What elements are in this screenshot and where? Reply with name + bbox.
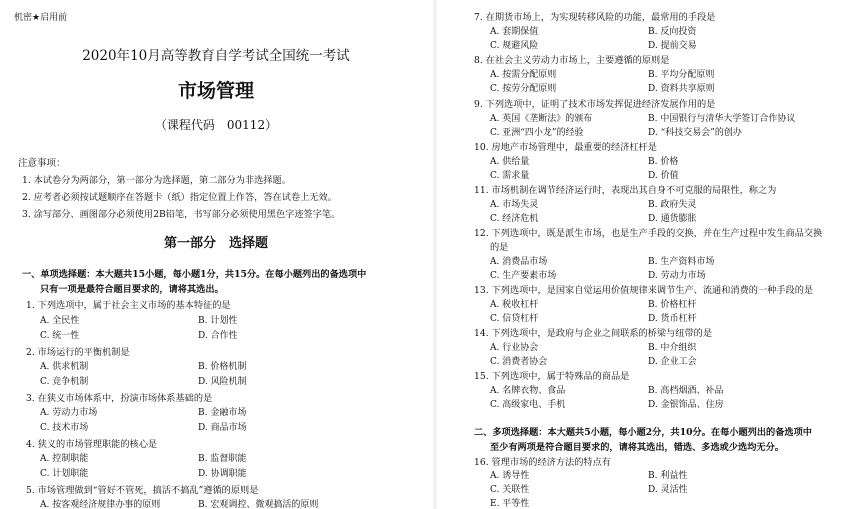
option-c: C. 计划职能: [40, 469, 89, 479]
option-a: A. 按需分配原则: [490, 70, 557, 80]
notice-item: 3. 涂写部分、画图部分必须使用2B铅笔，书写部分必须使用黑色字迹签字笔。: [22, 209, 341, 220]
option-c: C. 竞争机制: [40, 377, 89, 387]
option-b: B. 政府失灵: [648, 200, 697, 210]
section-one-instructions: 一、单项选择题：本大题共15小题，每小题1分，共15分。在每小题列出的备选项中: [22, 269, 367, 280]
option-e: E. 平等性: [490, 499, 530, 509]
question-stem-cont: 的是: [490, 242, 509, 253]
option-c: C. 按劳分配原则: [490, 84, 557, 94]
option-a: A. 行业协会: [490, 343, 539, 353]
section-two-instructions: 二、多项选择题：本大题共5小题，每小题2分，共10分。在每小题列出的备选项中: [474, 427, 812, 438]
option-b: B. 宏观调控、微观搞活的原则: [198, 500, 319, 509]
option-b: B. 生产资料市场: [648, 257, 715, 267]
option-d: D. “科技交易会”的创办: [648, 128, 742, 138]
question-stem: 1. 下列选项中，属于社会主义市场的基本特征的是: [26, 300, 231, 311]
option-b: B. 价格杠杆: [648, 300, 697, 310]
option-b: B. 中介组织: [648, 343, 697, 353]
course-code: （课程代码 00112）: [154, 118, 278, 132]
option-a: A. 供求机制: [40, 362, 89, 372]
option-a: A. 市场失灵: [490, 200, 539, 210]
option-c: C. 经济危机: [490, 214, 539, 224]
option-d: D. 金银饰品、住房: [648, 400, 724, 410]
notice-item: 1. 本试卷分为两部分，第一部分为选择题，第二部分为非选择题。: [22, 175, 291, 186]
option-c: C. 亚洲“四小龙”的经验: [490, 128, 584, 138]
option-c: C. 关联性: [490, 485, 530, 495]
option-b: B. 价格: [648, 157, 679, 167]
option-d: D. 灵活性: [648, 485, 688, 495]
option-b: B. 平均分配原则: [648, 70, 715, 80]
option-d: D. 通货膨胀: [648, 214, 697, 224]
option-d: D. 企业工会: [648, 357, 697, 367]
option-a: A. 消费品市场: [490, 257, 548, 267]
option-c: C. 统一性: [40, 331, 80, 341]
notice-heading: 注意事项：: [18, 158, 66, 169]
part-one-heading: 第一部分 选择题: [163, 236, 268, 251]
option-b: B. 高档烟酒、补品: [648, 386, 724, 396]
question-stem: 7. 在期货市场上，为实现转移风险的功能，最常用的手段是: [474, 12, 716, 23]
option-d: D. 商品市场: [198, 423, 247, 433]
option-a: A. 全民性: [40, 316, 80, 326]
option-a: A. 按客观经济规律办事的原则: [40, 500, 161, 509]
question-stem: 9. 下列选项中，证明了技术市场发挥促进经济发展作用的是: [474, 99, 716, 110]
right-page: [438, 0, 864, 509]
option-b: B. 反向投资: [648, 27, 697, 37]
question-stem: 12. 下列选项中，既是派生市场，也是生产手段的交换，并在生产过程中发生商品交换: [474, 228, 823, 239]
option-d: D. 货币杠杆: [648, 314, 697, 324]
option-c: C. 生产要素市场: [490, 271, 557, 281]
option-d: D. 合作性: [198, 331, 238, 341]
option-c: C. 消费者协会: [490, 357, 548, 367]
option-a: A. 诱导性: [490, 471, 530, 481]
question-stem: 13. 下列选项中，是国家自觉运用价值规律来调节生产、流通和消费的一种手段的是: [474, 285, 814, 296]
option-a: A. 税收杠杆: [490, 300, 539, 310]
section-two-instructions-cont: 至少有两项是符合题目要求的，请将其选出，错选、多选或少选均无分。: [490, 442, 784, 453]
question-stem: 14. 下列选项中，是政府与企业之间联系的桥梁与纽带的是: [474, 328, 713, 339]
option-b: B. 价格机制: [198, 362, 247, 372]
question-stem: 3. 在狭义市场体系中，扮演市场体系基础的是: [26, 393, 213, 404]
question-stem: 8. 在社会主义劳动力市场上，主要遵循的原则是: [474, 55, 670, 66]
option-a: A. 英国《垄断法》的颁布: [490, 114, 593, 124]
question-stem: 5. 市场管理做到“管好不管死，搞活不搞乱”遵循的原则是: [26, 485, 259, 496]
section-one-instructions-cont: 只有一项是最符合题目要求的，请将其选出。: [40, 284, 224, 295]
option-c: C. 信贷杠杆: [490, 314, 539, 324]
option-c: C. 规避风险: [490, 41, 539, 51]
option-a: A. 套期保值: [490, 27, 539, 37]
notice-item: 2. 应考者必须按试题顺序在答题卡（纸）指定位置上作答，答在试卷上无效。: [22, 192, 337, 203]
option-a: A. 控制职能: [40, 454, 89, 464]
option-d: D. 资料共享原则: [648, 84, 715, 94]
page-divider: [433, 0, 437, 509]
option-d: D. 风险机制: [198, 377, 247, 387]
option-b: B. 金融市场: [198, 408, 247, 418]
option-d: D. 劳动力市场: [648, 271, 706, 281]
option-a: A. 劳动力市场: [40, 408, 98, 418]
question-stem: 16. 管理市场的经济方法的特点有: [474, 457, 611, 468]
option-c: C. 需求量: [490, 171, 530, 181]
option-b: B. 计划性: [198, 316, 238, 326]
option-d: D. 提前交易: [648, 41, 697, 51]
confidential-mark: 机密★启用前: [14, 13, 68, 23]
option-c: C. 高级家电、手机: [490, 400, 566, 410]
option-c: C. 技术市场: [40, 423, 89, 433]
subject-title: 市场管理: [177, 80, 254, 102]
option-b: B. 利益性: [648, 471, 688, 481]
option-b: B. 中国银行与清华大学签订合作协议: [648, 114, 796, 124]
option-b: B. 监督职能: [198, 454, 247, 464]
question-stem: 11. 市场机制在调节经济运行时，表现出其自身不可克服的局限性，称之为: [474, 185, 777, 196]
option-a: A. 名牌衣物、食品: [490, 386, 566, 396]
question-stem: 10. 房地产市场管理中，最重要的经济杠杆是: [474, 142, 657, 153]
question-stem: 15. 下列选项中，属于特殊品的商品是: [474, 371, 630, 382]
option-d: D. 协调职能: [198, 469, 247, 479]
exam-title: 2020年10月高等教育自学考试全国统一考试: [82, 48, 350, 64]
question-stem: 4. 狭义的市场管理职能的核心是: [26, 439, 158, 450]
question-stem: 2. 市场运行的平衡机制是: [26, 347, 130, 358]
option-d: D. 价值: [648, 171, 679, 181]
option-a: A. 供给量: [490, 157, 530, 167]
